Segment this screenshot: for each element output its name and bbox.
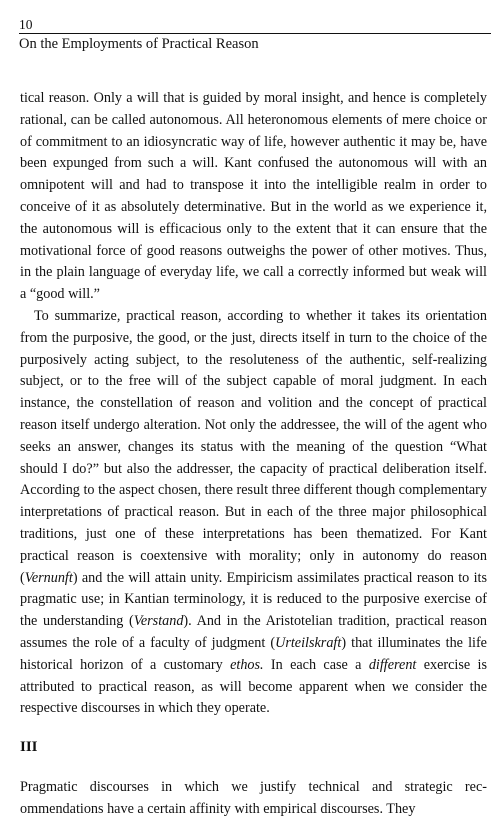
text-run: ) and the will attain unity. Empiricism assimilates practical reason to its pragmatic use; in Kantian terminology, it is reduced to the purposive exercise of the understanding ( — [20, 569, 487, 630]
text-run: ). And in the Aristotelian tradition, practical reason assumes the role of a faculty of judgment ( — [20, 613, 488, 651]
running-title: On the Employments of Practical Reason — [19, 36, 259, 52]
section-heading: III — [20, 739, 38, 756]
italic-term: different — [368, 656, 417, 673]
running-head — [19, 17, 491, 52]
page-number: 10 — [19, 17, 33, 32]
italic-term: ethos. — [230, 656, 264, 673]
paragraph — [20, 777, 487, 821]
text-run: exercise is attributed to practical reason, as will become apparent when we consider the respective discourses in which they operate. — [20, 656, 487, 717]
body-text — [20, 88, 487, 821]
italic-term: Urteilskraft — [275, 634, 342, 651]
paragraph — [20, 88, 487, 306]
italic-term: Vernunft — [24, 569, 73, 586]
header-rule — [19, 33, 491, 34]
text-run: ) that illuminates the life historical horizon of a customary — [20, 634, 487, 673]
text-run: Pragmatic discourses in which we justify technical and strategic recommendations have a certain affinity with empirical discourses. They — [20, 779, 487, 817]
paragraph — [20, 306, 487, 720]
text-run: To summarize, practical reason, according to whether it takes its orientation from the purposive, the good, or the just, directs itself in turn to the choice of the purposively acting subject, to the resoluteness of the authentic, self-realizing subject, or to the free will of the subject capable of moral judgment. In each instance, the constellation of reason and volition and the concept of practical reason itself undergo alteration. Not only the addressee, the will of the agent who seeks an answer, changes its status with the meaning of the question “What should I do?” but also the addresser, the capacity of practical deliberation itself. According to the aspect chosen, there result three different though complementary interpretations of practical reason. But in each of the three major philosophical traditions, just one of these interpretations has been thematized. For Kant practical reason is coextensive with morality; only in autonomy do reason ( — [20, 307, 487, 586]
text-run: In each case a — [263, 656, 369, 673]
text-run: tical reason. Only a will that is guided by moral insight, and hence is completely rational, can be called autonomous. All heteronomous elements of mere choice or of commitment to an idiosyncratic way of life, however authentic it may be, have been expunged from such a will. Kant confused the autonomous will with an omnipotent will and had to transpose it into the intelligible realm in order to conceive of it as absolutely determinative. But in the world as we experience it, the autonomous will is efficacious only to the extent that it can ensure that the motivational force of good reasons outweighs the power of other motives. Thus, in the plain language of everyday life, we call a correctly informed but weak will a “good will.” — [20, 90, 487, 303]
italic-term: Verstand — [133, 613, 184, 630]
